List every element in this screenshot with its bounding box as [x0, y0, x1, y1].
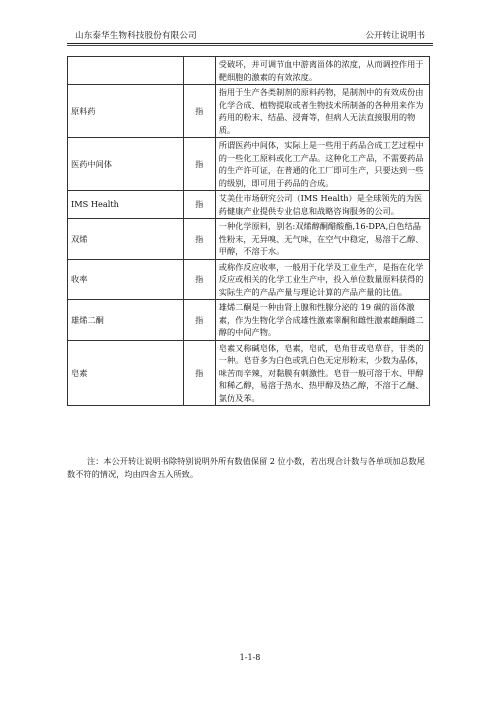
indicator-cell: 指	[183, 259, 215, 300]
definition-cell: 指用于生产各类制剂的原料药物，是制剂中的有效成份由化学合成、植物提取或者生物技术所制备的各种用来作为药用的粉末、结晶、浸膏等，但病人无法直接服用的物质。	[215, 85, 429, 138]
term-cell: IMS Health	[68, 191, 184, 219]
definition-cell: 一种化学原料，别名:双烯醇酮醋酸酯,16-DPA,白色结晶性粉末，无异嗅、无气味，在空气中稳定，易溶于乙醇、甲醇，不溶于水。	[215, 219, 429, 260]
page-number: 1-1-8	[239, 653, 261, 662]
indicator-cell: 指	[183, 219, 215, 260]
footnote: 注：本公开转让说明书除特别说明外所有数值保留 2 位小数，若出现合计数与各单项加总数尾数不符的情况，均由四舍五入所致。	[67, 456, 425, 480]
table-row	[68, 57, 430, 85]
header-rule-thin	[67, 45, 433, 46]
table-row	[68, 191, 430, 219]
term-cell: 皂素	[68, 340, 184, 406]
definition-cell: 雄烯二酮是一种由肾上腺和性腺分泌的 19 碳的甾体激素，作为生物化学合成雄性激素睾酮和雌性激素雌酮雌二醇的中间产物。	[215, 300, 429, 341]
definition-cell: 所谓医药中间体，实际上是一些用于药品合成工艺过程中的一些化工原料或化工产品。这种化工产品，不需要药品的生产许可证，在普通的化工厂即可生产，只要达到一些的级别，即可用于药品的合成。	[215, 138, 429, 191]
indicator-cell	[183, 57, 215, 85]
page-header	[67, 29, 433, 43]
table-row	[68, 340, 430, 406]
definition-cell: 受破坏，并可调节血中游离甾体的浓度，从而调控作用于靶细胞的激素的有效浓度。	[215, 57, 429, 85]
document-title: 公开转让说明书	[365, 31, 425, 41]
header-rule	[67, 43, 433, 44]
indicator-cell: 指	[183, 138, 215, 191]
definition-cell: 或称作反应收率，一般用于化学及工业生产，是指在化学反应或相关的化学工业生产中，投入单位数量原料获得的实际生产的产品产量与理论计算的产品产量的比值。	[215, 259, 429, 300]
definition-cell: 艾美仕市场研究公司（IMS Health）是全球领先的为医药健康产业提供专业信息和战略咨询服务的公司。	[215, 191, 429, 219]
table-row	[68, 300, 430, 341]
indicator-cell: 指	[183, 300, 215, 341]
indicator-cell: 指	[183, 340, 215, 406]
table-row	[68, 259, 430, 300]
indicator-cell: 指	[183, 191, 215, 219]
indicator-cell: 指	[183, 85, 215, 138]
table-row	[68, 85, 430, 138]
term-cell: 双烯	[68, 219, 184, 260]
term-cell: 医药中间体	[68, 138, 184, 191]
term-cell: 收率	[68, 259, 184, 300]
company-name: 山东泰华生物科技股份有限公司	[75, 31, 197, 41]
table-row	[68, 138, 430, 191]
definition-cell: 皂素又称碱皂体，皂素，皂甙，皂角苷或皂草苷，苷类的一种。皂苷多为白色或乳白色无定形粉末，少数为晶体，味苦而辛辣，对黏膜有刺激性。皂苷一般可溶于水、甲醇和稀乙醇，易溶于热水、热甲醇及热乙醇，不溶于乙醚、氯仿及苯。	[215, 340, 429, 406]
term-cell	[68, 57, 184, 85]
term-cell: 原料药	[68, 85, 184, 138]
definitions-table	[67, 56, 430, 406]
table-row	[68, 219, 430, 260]
term-cell: 雄烯二酮	[68, 300, 184, 341]
